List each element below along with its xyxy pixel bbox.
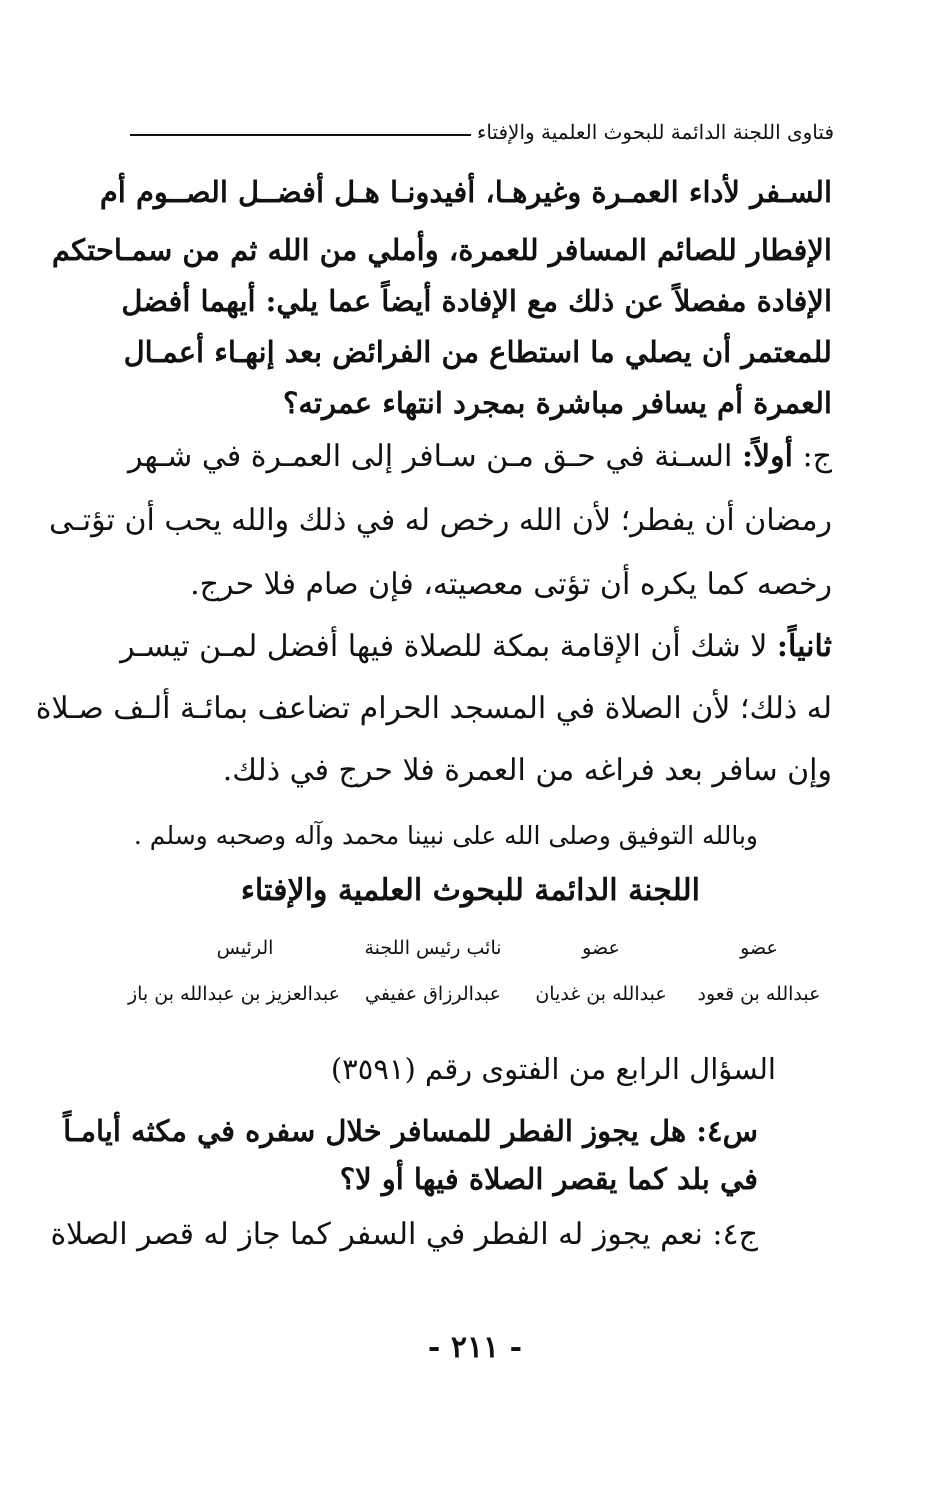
member-name-2: عبدالله بن غديان [535,983,667,1005]
title-president: الرئيس [216,937,274,959]
header-rule [130,134,471,136]
answer-line-1 [128,439,833,474]
answer-first-text: السـنة في حـق مـن سـافر إلى العمـرة في شـهر [128,439,733,474]
running-title: فتاوى اللجنة الدائمة للبحوث العلمية والإفتاء [476,120,834,144]
question-line-1: السـفر لأداء العمـرة وغيرهـا، أفيدونـا هـل أفضــل الصــوم أم [99,175,832,209]
title-member-1: عضو [740,937,778,959]
president-name: عبدالعزيز بن عبدالله بن باز [127,983,340,1005]
running-header [130,112,834,152]
question-line-3: الإفادة مفصلاً عن ذلك مع الإفادة أيضاً عما يلي: أيهما أفضل [121,284,832,318]
question-line-5: العمرة أم يسافر مباشرة بمجرد انتهاء عمرته؟ [283,386,832,420]
question-line-4: للمعتمر أن يصلي ما استطاع من الفرائض بعد إنهـاء أعمـال [123,335,832,369]
closing-line: وبالله التوفيق وصلى الله على نبينا محمد وآله وصحبه وسلم . [133,821,758,850]
signature-titles [150,937,834,959]
question4-line-1: س٤: هل يجوز الفطر للمسافر خلال سفره في مكثه أيامـاً [63,1114,758,1148]
answer-line-3: رخصه كما يكره أن تؤتى معصيته، فإن صام فلا حرج. [190,567,832,602]
answer-line-2: رمضان أن يفطر؛ لأن الله رخص له في ذلك والله يحب أن تؤتـى [48,503,832,538]
answer-first-label: أولاً: [741,439,793,474]
committee-name: اللجنة الدائمة للبحوث العلمية والإفتاء [240,873,700,908]
answer-line-6: وإن سافر بعد فراغه من العمرة فلا حرج في ذلك. [222,753,832,788]
answer-second-text: لا شك أن الإقامة بمكة للصلاة فيها أفضل لمـن تيسـر [120,629,768,664]
fatwa-reference: السؤال الرابع من الفتوى رقم (٣٥٩١) [330,1052,776,1086]
answer4-line: ج٤: نعم يجوز له الفطر في السفر كما جاز له قصر الصلاة [50,1217,758,1252]
signature-names [127,983,834,1005]
answer-second-label: ثانياً: [776,629,832,664]
member-name-1: عبدالله بن قعود [697,983,821,1005]
title-vice-president: نائب رئيس اللجنة [364,937,502,959]
answer-line-5: له ذلك؛ لأن الصلاة في المسجد الحرام تضاعف بمائـة ألـف صـلاة [35,691,832,726]
answer-line-4 [120,629,832,664]
title-member-2: عضو [582,937,620,959]
question-line-2: الإفطار للصائم المسافر للعمرة، وأملي من الله ثم من سمـاحتكم [51,233,832,267]
page-number: - ٢١١ - [427,1330,523,1365]
question4-line-2: في بلد كما يقصر الصلاة فيها أو لا؟ [339,1162,758,1196]
answer-prefix: ج: [802,439,833,474]
vice-president-name: عبدالرزاق عفيفي [365,983,501,1005]
